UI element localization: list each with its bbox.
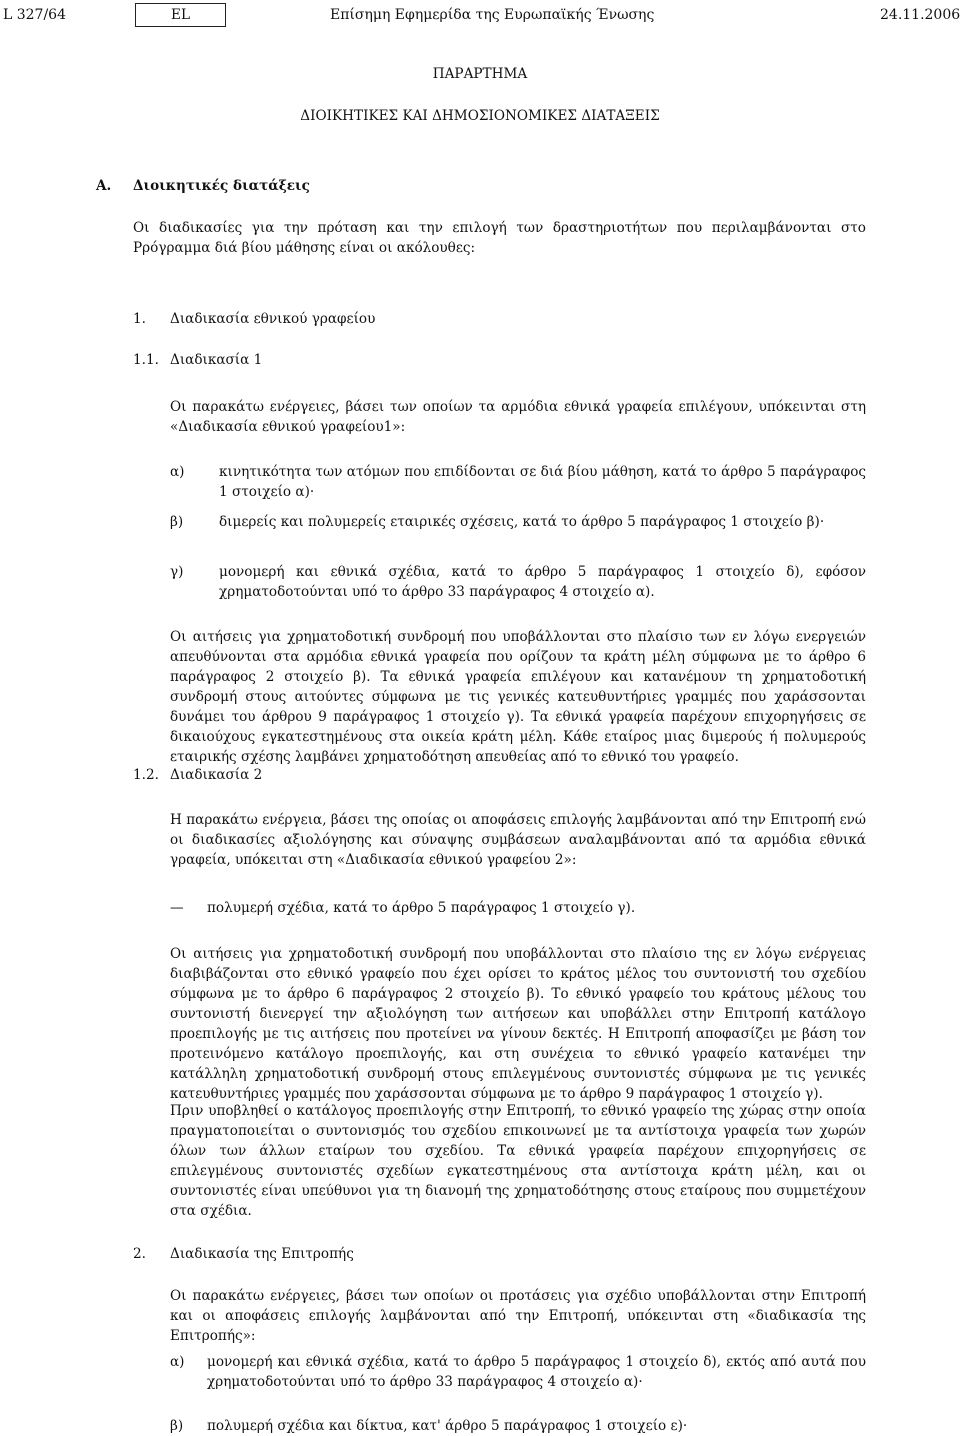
- section-1-number: 1.: [133, 311, 146, 327]
- section-1-2-paragraph-1: Οι αιτήσεις για χρηματοδοτική συνδρομή που υποβάλλονται στο πλαίσιο της εν λόγω ενέργειας διαβιβάζονται στο εθνικό γραφείο που έχει ορίσει το κράτος μέλος του συντονιστή του σχεδίου σύμφωνα με το άρθρο 6 παράγραφος 2 στοιχείο β). Το εθνικό γραφείο του κράτους μέλους του συντονιστή διενεργεί την αξιολόγηση των αιτήσεων και υποβάλλει στην Επιτροπή κατάλογο προεπιλογής με τις αιτήσεις που προτείνει να γίνουν δεκτές. Η Επιτροπή αποφασίζει με βάση τον προτεινόμενο κατάλογο προεπιλογής, και στη συνέχεια το εθνικό γραφείο κατανέμει την κατάλληλη χρηματοδοτική συνδρομή στους επιλεγμένους συντονιστές σύμφωνα με τις γενικές κατευθυντήριες γραμμές που χαράσσονται σύμφωνα με το άρθρο 9 παράγραφος 1 στοιχείο γ).: [170, 946, 866, 1102]
- section-a-number: Α.: [96, 178, 112, 194]
- section-1-2-intro: Η παρακάτω ενέργεια, βάσει της οποίας οι αποφάσεις επιλογής λαμβάνονται από την Επιτροπή ενώ οι διαδικασίες αξιολόγησης και σύναψης συμβάσεων αναλαμβάνονται από τα αρμόδια εθνικά γραφεία, υπόκειται στη «Διαδικασία εθνικού γραφείου 2»:: [170, 812, 866, 868]
- section-1-1-number: 1.1.: [133, 352, 159, 368]
- section-1-2-paragraph-2: Πριν υποβληθεί ο κατάλογος προεπιλογής στην Επιτροπή, το εθνικό γραφείο της χώρας στην οποία πραγματοποιείται ο συντονισμός του σχεδίου επικοινωνεί με τα αντίστοιχα γραφεία των χωρών όλων των άλλων εταίρων του σχεδίου. Τα εθνικά γραφεία παρέχουν επιχορηγήσεις σε επιλεγμένους συντονιστές σχεδίων εγκατεστημένους στα αντίστοιχα κράτη μέλη, και οι συντονιστές είναι υπεύθυνοι για τη διανομή της χρηματοδότησης στους εταίρους που συμμετέχουν στα σχέδια.: [170, 1103, 866, 1219]
- list-item-text: διμερείς και πολυμερείς εταιρικές σχέσεις, κατά το άρθρο 5 παράγραφος 1 στοιχείο β)·: [219, 514, 825, 530]
- section-2-title: Διαδικασία της Επιτροπής: [170, 1246, 354, 1262]
- list-item-text: μονομερή και εθνικά σχέδια, κατά το άρθρο 5 παράγραφος 1 στοιχείο δ), εφόσον χρηματοδοτούνται υπό το άρθρο 33 παράγραφος 4 στοιχείο α).: [219, 564, 866, 600]
- section-1-2-number: 1.2.: [133, 767, 159, 783]
- list-item-marker: α): [170, 1354, 185, 1370]
- list-item-text: πολυμερή σχέδια, κατά το άρθρο 5 παράγραφος 1 στοιχείο γ).: [207, 900, 636, 916]
- page-reference: L 327/64: [3, 7, 66, 23]
- section-1-2-title: Διαδικασία 2: [170, 767, 263, 783]
- section-1-1-paragraph: Οι αιτήσεις για χρηματοδοτική συνδρομή που υποβάλλονται στο πλαίσιο των εν λόγω ενεργειών απευθύνονται στα αρμόδια εθνικά γραφεία που ορίζουν τα κράτη μέλη σύμφωνα με το άρθρο 6 παράγραφος 2 στοιχείο β). Τα εθνικά γραφεία επιλέγουν και κατανέμουν τη χρηματοδοτική συνδρομή στους αιτούντες σύμφωνα με τις γενικές κατευθυντήριες γραμμές που χαράσσονται δυνάμει του άρθρου 9 παράγραφος 1 στοιχείο γ). Τα εθνικά γραφεία παρέχουν επιχορηγήσεις σε δικαιούχους εγκατεστημένους στα οικεία κράτη μέλη. Κάθε εταίρος μιας διμερούς ή πολυμερούς εταιρικής σχέσης λαμβάνει χρηματοδότηση απευθείας από το εθνικό του γραφείο.: [170, 629, 866, 765]
- list-item-text: πολυμερή σχέδια και δίκτυα, κατ' άρθρο 5 παράγραφος 1 στοιχείο ε)·: [207, 1418, 688, 1434]
- list-item-marker: β): [170, 1418, 184, 1434]
- list-item-marker: γ): [170, 564, 184, 580]
- annex-title: ΠΑΡΑΡΤΗΜΑ: [432, 66, 528, 82]
- section-2-intro: Οι παρακάτω ενέργειες, βάσει των οποίων οι προτάσεις για σχέδιο υποβάλλονται στην Επιτροπή και οι αποφάσεις επιλογής λαμβάνονται από την Επιτροπή, υπόκεινται στη «διαδικασία της Επιτροπής»:: [170, 1288, 866, 1344]
- section-2-number: 2.: [133, 1246, 146, 1262]
- list-item-text: μονομερή και εθνικά σχέδια, κατά το άρθρο 5 παράγραφος 1 στοιχείο δ), εκτός από αυτά που χρηματοδοτούνται υπό το άρθρο 33 παράγραφος 4 στοιχείο α)·: [207, 1354, 866, 1390]
- dash-marker: —: [170, 900, 184, 916]
- section-1-1-title: Διαδικασία 1: [170, 352, 263, 368]
- list-item-marker: α): [170, 464, 185, 480]
- list-item-text: κινητικότητα των ατόμων που επιδίδονται σε διά βίου μάθηση, κατά το άρθρο 5 παράγραφος 1 στοιχείο α)·: [219, 464, 866, 500]
- journal-title: Επίσημη Εφημερίδα της Ευρωπαϊκής Ένωσης: [330, 7, 655, 23]
- section-1-1-intro: Οι παρακάτω ενέργειες, βάσει των οποίων τα αρμόδια εθνικά γραφεία επιλέγουν, υπόκεινται στη «Διαδικασία εθνικού γραφείου1»:: [170, 399, 866, 435]
- section-a-intro: Οι διαδικασίες για την πρόταση και την επιλογή των δραστηριοτήτων που περιλαμβάνονται στο Ρρόγραμμα διά βίου μάθησης είναι οι ακόλουθες:: [133, 220, 866, 256]
- section-a-title: Διοικητικές διατάξεις: [133, 178, 310, 194]
- publication-date: 24.11.2006: [880, 7, 960, 23]
- section-1-title: Διαδικασία εθνικού γραφείου: [170, 311, 376, 327]
- list-item-marker: β): [170, 514, 184, 530]
- annex-subtitle: ΔΙΟΙΚΗΤΙΚΕΣ ΚΑΙ ΔΗΜΟΣΙΟΝΟΜΙΚΕΣ ΔΙΑΤΑΞΕΙΣ: [300, 108, 660, 124]
- language-badge: EL: [135, 3, 226, 27]
